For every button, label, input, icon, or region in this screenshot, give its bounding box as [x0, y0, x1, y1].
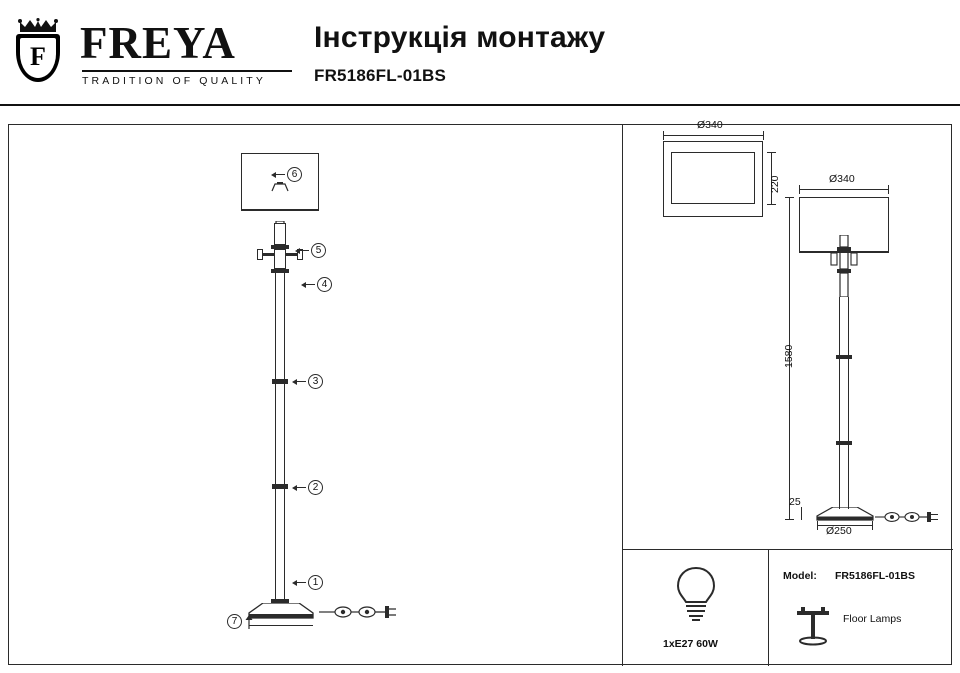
rod-segment-upper: [275, 273, 285, 381]
exploded-assembly-view: [9, 125, 622, 666]
base-diameter-tick-right: [872, 521, 873, 530]
socket-body: [274, 249, 286, 269]
callout-arrow-up-icon: [244, 615, 254, 629]
shade-top-view-inner: [671, 152, 755, 204]
assembled-base-plate: [809, 507, 881, 523]
total-height-tick-top: [785, 197, 794, 198]
callout-arrow-icon: [292, 578, 306, 587]
assembled-rod-middle: [839, 359, 849, 443]
callout-number: 2: [308, 480, 323, 495]
base-height-label: 25: [789, 496, 801, 508]
top-view-height-tick-bottom: [767, 204, 776, 205]
bulb-icon: [675, 566, 717, 624]
base-diameter-tick-left: [817, 521, 818, 530]
top-view-width-tick-right: [763, 131, 764, 140]
model-value: FR5186FL-01BS: [835, 570, 915, 582]
document-title: Інструкція монтажу: [314, 21, 606, 54]
model-info-cell: [769, 550, 953, 666]
bulb-spec-cell: [623, 550, 768, 666]
base-diameter-label: Ø250: [826, 525, 852, 537]
callout-number: 3: [308, 374, 323, 389]
front-view-width-tick-right: [888, 185, 889, 194]
brand-logo: [8, 8, 300, 94]
callout-5: [295, 243, 326, 258]
callout-arrow-icon: [292, 483, 306, 492]
callout-arrow-icon: [301, 280, 315, 289]
rod-segment-lower: [275, 489, 285, 599]
total-height-label: 1580: [783, 344, 795, 368]
dimension-views: [623, 119, 953, 549]
callout-number: 6: [287, 167, 302, 182]
upper-rod-segment-a: [274, 223, 286, 245]
front-view-diameter-label: Ø340: [829, 173, 855, 185]
base-height-dimline: [801, 507, 802, 520]
crest-letter: F: [30, 42, 46, 71]
callout-6: [271, 167, 302, 182]
callout-number: 5: [311, 243, 326, 258]
top-view-width-tick-left: [663, 131, 664, 140]
document-header: [0, 0, 960, 108]
top-view-height-label: 220: [769, 175, 781, 193]
document-model-code: FR5186FL-01BS: [314, 66, 447, 85]
total-height-tick-bottom: [785, 519, 794, 520]
brand-divider: [82, 70, 292, 72]
floor-lamp-icon: [793, 605, 833, 647]
front-view-width-tick-left: [799, 185, 800, 194]
top-view-width-dimline: [663, 135, 763, 136]
callout-arrow-icon: [292, 377, 306, 386]
assembled-rod-lower: [839, 445, 849, 509]
assembled-socket-assembly: [829, 235, 859, 297]
shade-bottom-edge: [241, 209, 319, 211]
front-view-width-dimline: [799, 189, 889, 190]
crown-icon: [18, 18, 58, 34]
callout-number: 1: [308, 575, 323, 590]
freya-crest-icon: [10, 14, 70, 88]
brand-tagline: TRADITION OF QUALITY: [82, 75, 266, 87]
top-view-height-tick-top: [767, 152, 776, 153]
callout-4: [301, 277, 332, 292]
category-label: Floor Lamps: [843, 613, 902, 625]
socket-arm-left: [262, 253, 274, 256]
assembled-power-cord: [875, 507, 939, 525]
callout-3: [292, 374, 323, 389]
title-block: [314, 20, 914, 86]
shade-fitter-icon: [271, 182, 289, 192]
callout-1: [292, 575, 323, 590]
assembled-rod-upper: [839, 297, 849, 357]
callout-arrow-icon: [295, 246, 309, 255]
callout-number: 7: [227, 614, 242, 629]
model-label: Model:: [783, 570, 817, 582]
callout-2: [292, 480, 323, 495]
brand-wordmark: [80, 15, 292, 87]
socket-arm-cap-left: [257, 249, 263, 260]
brand-name: FREYA: [80, 18, 236, 68]
drawing-frame: [8, 119, 952, 665]
rod-segment-middle: [275, 384, 285, 486]
base-underline: [249, 625, 313, 626]
top-view-diameter-label: Ø340: [697, 119, 723, 131]
header-divider: [0, 104, 960, 106]
callout-7: [227, 614, 254, 629]
bulb-spec-label: 1xE27 60W: [663, 638, 718, 650]
callout-arrow-icon: [271, 170, 285, 179]
callout-number: 4: [317, 277, 332, 292]
power-cord-and-plug: [319, 601, 397, 621]
